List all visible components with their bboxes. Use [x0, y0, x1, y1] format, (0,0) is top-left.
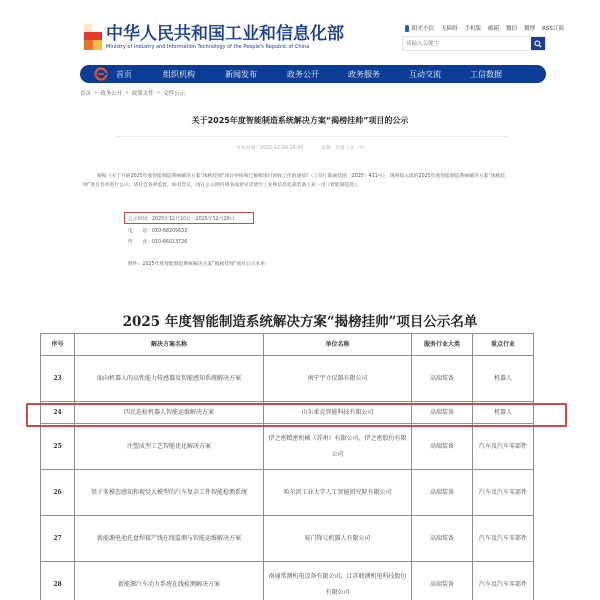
- cell-org: 伊之密精密机械（苏州）有限公司、伊之密股份有限公司: [264, 424, 412, 470]
- search-input[interactable]: [403, 37, 531, 50]
- search-box: [402, 36, 546, 51]
- cell-solution: 新能源电池托盘焊接产线在线监测与智能运维解决方案: [75, 516, 264, 562]
- col-header-no: 序号: [41, 334, 75, 356]
- site-header: [0, 0, 600, 62]
- nav-item-home[interactable]: 首页: [116, 69, 132, 79]
- cell-no: 27: [41, 516, 75, 562]
- cell-no: 23: [41, 356, 75, 402]
- article-source: 来源：装备工业一司: [320, 146, 364, 151]
- top-links: [405, 24, 571, 32]
- nav-item-gov-open[interactable]: 政务公开: [287, 69, 319, 79]
- contact-phone: 电 话：010-68205633: [128, 229, 188, 234]
- cell-solution: 面向机器人的高性能力传感器及智能感知系统解决方案: [75, 356, 264, 402]
- breadcrumb: [80, 89, 185, 97]
- link-mobile[interactable]: 手机版: [464, 26, 482, 32]
- cell-industry: 汽车及汽车零部件: [473, 562, 534, 600]
- link-accessibility[interactable]: 无障碍: [441, 26, 458, 32]
- breadcrumb-separator: »: [125, 90, 129, 96]
- col-header-solution: 解决方案名称: [75, 334, 264, 356]
- nav-item-organization[interactable]: 组织机构: [163, 69, 195, 79]
- cell-category: 高端装备: [412, 470, 473, 516]
- cell-org: 山东柔克智能科技有限公司: [264, 402, 412, 424]
- search-button[interactable]: [531, 37, 545, 50]
- article-body: 根据《关于开展2025年度智能制造系统解决方案“揭榜挂帅”项目申报和已揭榜项目验收工作的通知》（工信厅联通装函〔2025〕411号），现将拟入选的2025年度智能制造系统解决方案“揭榜挂帅”项目名单进行公示。请社会各界监督，如有异议，请在公示期内将书面意见反馈至工业和信息化部装备工业一司（智能制造处）。: [83, 174, 506, 188]
- attachment-link[interactable]: 附件：2025年度智能制造系统解决方案“揭榜挂帅”项目公示名单: [128, 262, 266, 267]
- breadcrumb-gov-open[interactable]: 政务公开: [100, 91, 123, 97]
- notice-period: 公示时间：2025年12月10日－2025年12月16日: [128, 217, 235, 222]
- site-logo[interactable]: [84, 24, 344, 51]
- table-row: [41, 562, 534, 600]
- org-name-en: Ministry of Industry and Information Technology of the People's Republic of China: [106, 44, 310, 50]
- link-mail[interactable]: 邮箱: [488, 26, 500, 32]
- table-row: [41, 424, 534, 470]
- table-row: [41, 356, 534, 402]
- project-list-table: [40, 333, 534, 600]
- link-wechat[interactable]: 微信: [506, 26, 518, 32]
- nav-item-data[interactable]: 工信数据: [470, 69, 502, 79]
- cell-category: 高端装备: [412, 562, 473, 600]
- cell-industry: 汽车及汽车零部件: [473, 424, 534, 470]
- article-title: 关于2025年度智能制造系统解决方案“揭榜挂帅”项目的公示: [191, 116, 409, 125]
- nav-item-news[interactable]: 新闻发布: [225, 69, 257, 79]
- publish-time: 发布时间：2025-12-09 19:30: [236, 146, 304, 151]
- cell-solution: 四足巡检机器人智能运维解决方案: [75, 402, 264, 424]
- cell-no: 26: [41, 470, 75, 516]
- nav-item-gov-service[interactable]: 政务服务: [348, 69, 380, 79]
- row-24-highlight-box: [26, 403, 567, 427]
- cell-category: 高端装备: [412, 424, 473, 470]
- main-nav: [80, 65, 546, 83]
- list-title: 2025 年度智能制造系统解决方案“揭榜挂帅”项目公示名单: [122, 314, 478, 330]
- link-weibo[interactable]: 微博: [524, 26, 536, 32]
- article-meta: [0, 144, 600, 151]
- breadcrumb-policy[interactable]: 政策文件: [131, 91, 154, 97]
- cell-category: 高端装备: [412, 402, 473, 424]
- accessibility-pin-icon: [405, 25, 409, 32]
- cell-industry: 汽车及汽车零部件: [473, 470, 534, 516]
- cell-no: 28: [41, 562, 75, 600]
- title-divider: [116, 136, 508, 137]
- table-header-row: [41, 334, 534, 356]
- col-header-category: 服务行业大类: [412, 334, 473, 356]
- cell-solution: 新能源汽车动力系统在线检测解决方案: [75, 562, 264, 600]
- org-name-cn: 中华人民共和国工业和信息化部: [106, 24, 344, 44]
- cell-category: 高端装备: [412, 356, 473, 402]
- col-header-industry: 重点行业: [473, 334, 534, 356]
- breadcrumb-home[interactable]: 首页: [80, 91, 92, 97]
- cell-no: 25: [41, 424, 75, 470]
- cell-industry: 汽车及汽车零部件: [473, 516, 534, 562]
- emblem-icon: [84, 24, 102, 50]
- cell-org: 南通常测机电设备有限公司、江苏联测机电科技股份有限公司: [264, 562, 412, 600]
- cell-solution: 注塑成型工艺智能优化解决方案: [75, 424, 264, 470]
- contact-fax: 传 真：010-66013726: [128, 240, 188, 245]
- col-header-org: 单位名称: [264, 334, 412, 356]
- table-row: [41, 516, 534, 562]
- breadcrumb-separator: »: [94, 90, 98, 96]
- link-sunshine[interactable]: 阳光小信: [412, 26, 435, 32]
- table-row: [41, 470, 534, 516]
- cell-org: 厦门锋元机器人有限公司: [264, 516, 412, 562]
- cell-org: 哈尔滨工业大学人工智能研究院有限公司: [264, 470, 412, 516]
- link-rss[interactable]: RSS订阅: [542, 26, 564, 32]
- cell-solution: 基于多模态感知和视觉大模型的汽车复杂工件智能检测系统: [75, 470, 264, 516]
- cell-industry: 机器人: [473, 402, 534, 424]
- cell-org: 南宁宇立仪器有限公司: [264, 356, 412, 402]
- breadcrumb-separator: »: [156, 90, 161, 96]
- search-icon: [534, 40, 542, 48]
- cell-industry: 机器人: [473, 356, 534, 402]
- breadcrumb-notice[interactable]: 文件公示: [163, 91, 186, 97]
- nav-item-interaction[interactable]: 互动交流: [409, 69, 441, 79]
- nav-home-logo-icon[interactable]: [94, 67, 108, 81]
- cell-category: 高端装备: [412, 516, 473, 562]
- cell-no: 24: [41, 402, 75, 424]
